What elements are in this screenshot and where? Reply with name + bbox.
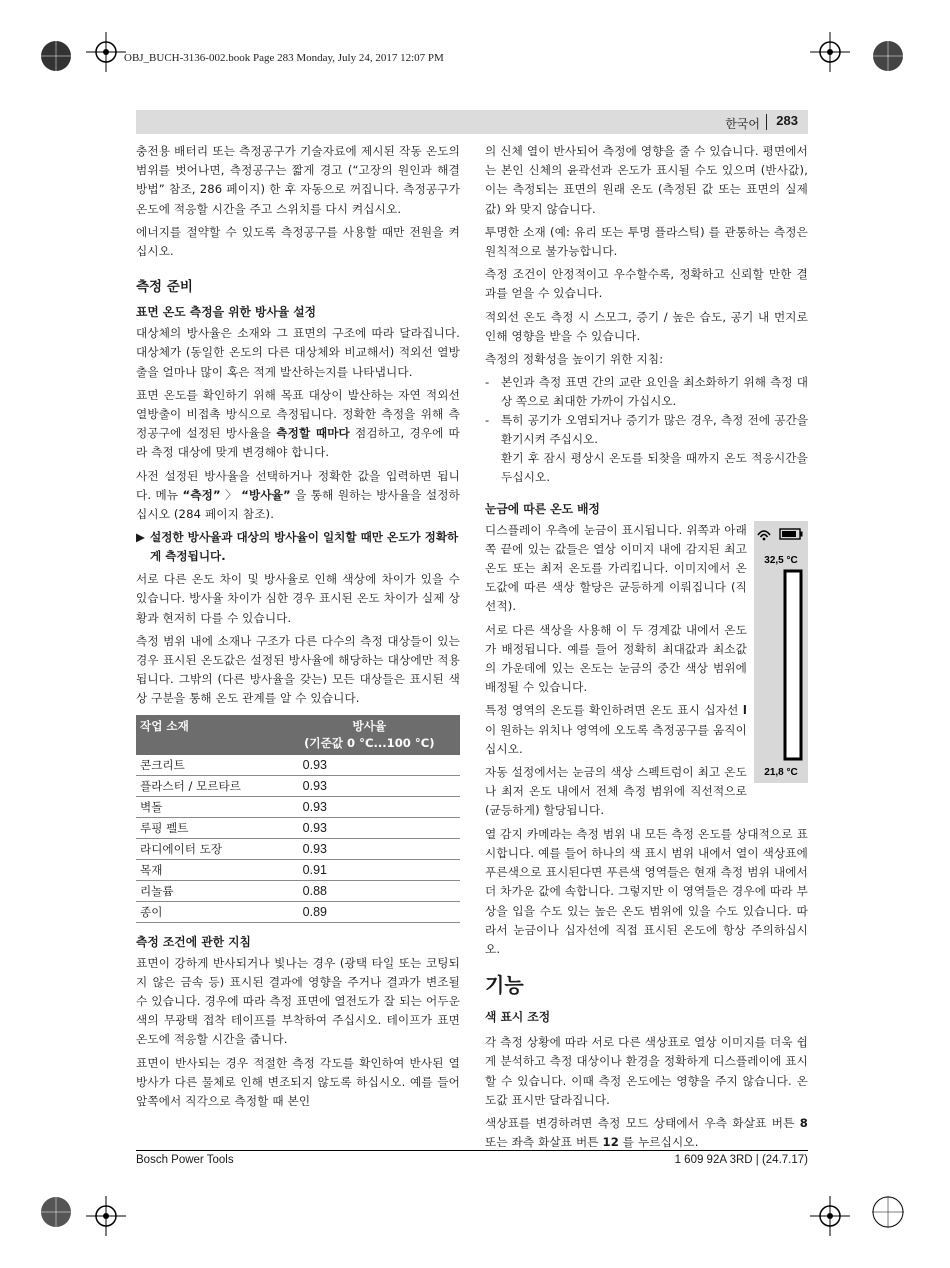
- color-target-icon: [872, 40, 904, 72]
- paragraph: 환기 후 잠시 평상시 온도를 되찾을 때까지 온도 적응시간을 두십시오.: [501, 451, 808, 485]
- paragraph: 자동 설정에서는 눈금의 색상 스펙트럼이 최고 온도나 최저 온도 내에서 전체 측정 범위에 직선적으로 (균등하게) 할당됩니다.: [485, 765, 747, 818]
- list-item-text: 본인과 측정 표면 간의 교란 요인을 최소화하기 위해 측정 대상 쪽으로 최대한 가까이 가십시오.: [501, 375, 808, 409]
- paragraph: 측정의 정확성을 높이기 위한 지침:: [485, 352, 664, 367]
- value-cell: 0.93: [279, 838, 460, 859]
- menu-separator: 〉: [220, 487, 242, 502]
- material-cell: 벽돌: [136, 796, 279, 817]
- battery-icon: [780, 529, 803, 539]
- subsection-heading: 표면 온도 측정을 위한 방사율 설정: [136, 305, 317, 320]
- paragraph: 표면이 반사되는 경우 적절한 측정 각도를 확인하여 반사된 열 방사가 다른 물체로 인해 변조되지 않도록 하십시오. 예를 들어 앞쪽에서 직각으로 측정할 때 본인: [136, 1055, 460, 1109]
- table-row: [136, 755, 460, 776]
- table-header-emissivity: [279, 715, 460, 755]
- paragraph: 에너지를 절약할 수 있도록 측정공구를 사용할 때만 전원을 켜십시오.: [136, 224, 460, 259]
- bold-text: 측정할 때마다: [276, 426, 350, 441]
- text-run: 표면 온도를 확인하기 위해 목표 대상이 발산하는 자연 적외선 열방출이 비접촉 방식으로 측정됩니다. 정확한 측정을 위해 측정공구에 설정된 방사율을: [136, 387, 460, 441]
- paragraph: [136, 386, 460, 463]
- menu-item-text: “측정”: [182, 487, 221, 502]
- bold-text: 8: [799, 1115, 808, 1130]
- table-row: [136, 859, 460, 880]
- footer-doc-id: 1 609 92A 3RD | (24.7.17): [674, 1154, 808, 1166]
- list-item-text: 특히 공기가 오염되거나 증기가 많은 경우, 측정 전에 공간을 환기시켜 주십시오.: [501, 413, 808, 447]
- paragraph: 서로 다른 색상을 사용해 이 두 경계값 내에서 온도가 배정됩니다. 예를 들어 정확히 최대값과 최소값의 가운데에 있는 온도는 눈금의 중간 색상 범위에 배정될 수 있습니다.: [485, 622, 747, 695]
- table-row: [136, 880, 460, 901]
- material-cell: 라디에이터 도장: [136, 838, 279, 859]
- print-header: OBJ_BUCH-3136-002.book Page 283 Monday, July 24, 2017 12:07 PM: [124, 52, 444, 64]
- subsection-heading: 색 표시 조정: [485, 1010, 551, 1025]
- value-cell: 0.93: [279, 755, 460, 776]
- dash-marker: -: [485, 413, 490, 428]
- color-scale-bar: [785, 571, 801, 759]
- value-cell: 0.93: [279, 796, 460, 817]
- value-cell: 0.93: [279, 775, 460, 796]
- page-header-bar: [136, 110, 808, 134]
- registration-mark-icon: [810, 1196, 850, 1236]
- material-cell: 리놀륨: [136, 880, 279, 901]
- subsection-heading: 눈금에 따른 온도 배정: [485, 501, 600, 516]
- table-row: [136, 775, 460, 796]
- header-line: 방사율: [352, 718, 387, 733]
- registration-mark-icon: [810, 32, 850, 72]
- value-cell: 0.91: [279, 859, 460, 880]
- text-run: 색상표를 변경하려면 측정 모드 상태에서 우측 화살표 버튼: [485, 1115, 800, 1130]
- wifi-icon: [758, 531, 770, 540]
- table-row: [136, 796, 460, 817]
- registration-mark-icon: [86, 1196, 126, 1236]
- material-cell: 종이: [136, 901, 279, 922]
- table-row: [136, 817, 460, 838]
- color-target-icon: [40, 1196, 72, 1228]
- paragraph: 적외선 온도 측정 시 스모그, 증기 / 높은 습도, 공기 내 먼지로 인해 영향을 받을 수 있습니다.: [485, 309, 808, 343]
- scale-text-block: [485, 521, 747, 821]
- color-target-icon: [40, 40, 72, 72]
- footer-brand: Bosch Power Tools: [136, 1154, 234, 1166]
- paragraph: 투명한 소재 (예: 유리 또는 투명 플라스틱) 를 관통하는 측정은 원칙적으로 불가능합니다.: [485, 224, 808, 259]
- subsection-heading: 측정 조건에 관한 지침: [136, 934, 251, 949]
- menu-item-text: “방사율”: [241, 487, 291, 502]
- value-cell: 0.89: [279, 901, 460, 922]
- paragraph: 측정 조건이 안정적이고 우수할수록, 정확하고 신뢰할 만한 결과를 얻을 수 있습니다.: [485, 267, 808, 301]
- left-column: [136, 142, 460, 1115]
- header-divider: [766, 114, 767, 130]
- paragraph: 대상체의 방사율은 소재와 그 표면의 구조에 따라 달라집니다. 대상체가 (동일한 온도의 다른 대상체와 비교해서) 적외선 열방출을 얼마나 많이 혹은 적게 발산하는지를 나타냅니다.: [136, 326, 460, 379]
- table-header-row: [136, 715, 460, 755]
- table-row: [136, 838, 460, 859]
- note-item: [136, 528, 460, 566]
- paragraph: [136, 467, 460, 525]
- scale-top-temp: 32,5 °C: [764, 554, 798, 566]
- registration-mark-icon: [86, 32, 126, 72]
- emissivity-table: [136, 715, 460, 923]
- page-number: 283: [776, 113, 798, 128]
- material-cell: 플라스터 / 모르타르: [136, 775, 279, 796]
- footer-divider: [136, 1150, 808, 1151]
- text-run: 사전 설정된 방사율을 선택하거나 정확한 값을 입력하면 됩니다. 메뉴: [136, 468, 460, 502]
- paragraph: [485, 1114, 808, 1152]
- paragraph: 열 감지 카메라는 측정 범위 내 모든 측정 온도를 상대적으로 표시합니다. 예를 들어 하나의 색 표시 범위 내에서 열이 색상표에 푸른색으로 표시된다면 푸른색 영역들은 현재 측정 범위 내에서 더 차가운 값에 속합니다. 그렇지만 이 영역들은 경우에 따라 부상을 입을 수도 있는 높은 온도 범위에 있을 수도 있습니다. 따라서 눈금이나 십자선에 직접 표시된 온도에 항상 주의하십시오.: [485, 826, 808, 956]
- display-scale-graphic: [754, 521, 808, 783]
- text-run: 이 원하는 위치나 영역에 오도록 측정공구를 움직이십시오.: [485, 722, 747, 756]
- bold-text: l: [742, 703, 747, 718]
- table-row: [136, 901, 460, 922]
- color-target-icon: [872, 1196, 904, 1228]
- paragraph: 디스플레이 우측에 눈금이 표시됩니다. 위쪽과 아래쪽 끝에 있는 값들은 열상 이미지 내에 감지된 최고 온도 또는 최저 온도를 가리킵니다. 이미지에서 온도값에 따른 색상 할당은 균등하게 이뤄집니다 (직선적).: [485, 522, 747, 614]
- right-column: [485, 142, 808, 1156]
- paragraph: 의 신체 열이 반사되어 측정에 영향을 줄 수 있습니다. 평면에서는 본인 신체의 윤곽선과 온도가 표시될 수도 있으며 (반사값), 이는 측정되는 표면의 원래 온도 (측정된 값 또는 표면의 실제값) 와 맞지 않습니다.: [485, 144, 808, 216]
- text-run: 을 통해 원하는 방사율을 설정하십시오 (284 페이지 참조).: [136, 487, 460, 522]
- material-cell: 콘크리트: [136, 755, 279, 776]
- paragraph: 각 측정 상황에 따라 서로 다른 색상표로 열상 이미지를 더욱 쉽게 분석하고 측정 대상이나 환경을 정확하게 디스플레이에 표시할 수 있습니다. 이때 측정 온도에는 영향을 주지 않습니다. 온도값 표시만 달라집니다.: [485, 1035, 808, 1107]
- note-text: 설정한 방사율과 대상의 방사율이 일치할 때만 온도가 정확하게 측정됩니다.: [150, 530, 459, 564]
- text-run: 를 누르십시오.: [618, 1135, 699, 1150]
- text-run: 점검하고, 경우에 따라 측정 대상에 맞게 변경해야 합니다.: [136, 426, 460, 460]
- paragraph: [485, 701, 747, 759]
- list-item: [485, 373, 808, 411]
- list-item: [485, 411, 808, 449]
- scale-section: [485, 521, 808, 821]
- dash-marker: -: [485, 375, 490, 390]
- value-cell: 0.93: [279, 817, 460, 838]
- chapter-heading: 기능: [485, 973, 524, 998]
- material-cell: 목재: [136, 859, 279, 880]
- bold-text: 12: [602, 1135, 619, 1150]
- scale-bottom-temp: 21,8 °C: [764, 766, 798, 778]
- paragraph: 측정 범위 내에 소재나 구조가 다른 다수의 측정 대상들이 있는 경우 표시된 온도값은 설정된 방사율에 해당하는 대상에만 적용됩니다. 그밖의 (다른 방사율을 갖는) 모든 대상들은 표시된 색상 구분을 통해 온도 관계를 알 수 있습니다.: [136, 633, 460, 706]
- table-header-material: 작업 소재: [136, 715, 279, 755]
- paragraph: 표면이 강하게 반사되거나 빛나는 경우 (광택 타일 또는 코팅되지 않은 금속 등) 표시된 결과에 영향을 주거나 결과가 변조될 수 있습니다. 경우에 따라 측정 표면에 열전도가 잘 되는 어두운 색의 무광택 접착 테이프를 부착하여 주십시오. 테이프가 표면 온도에 적응할 시간을 줍니다.: [136, 955, 460, 1047]
- value-cell: 0.88: [279, 880, 460, 901]
- text-run: 특정 영역의 온도를 확인하려면 온도 표시 십자선: [485, 703, 743, 718]
- paragraph: 충전용 배터리 또는 측정공구가 기술자료에 제시된 작동 온도의 범위를 벗어나면, 측정공구는 짧게 경고 (“고장의 원인과 해결 방법” 참조, 286 페이지) 한 후 자동으로 꺼집니다. 측정공구가 온도에 적응할 시간을 주고 스위치를 다시 켜십시오.: [136, 144, 460, 216]
- arrow-icon: ▶: [136, 530, 145, 545]
- display-illustration: [754, 521, 808, 783]
- header-language: 한국어: [725, 117, 760, 131]
- section-heading: 측정 준비: [136, 279, 193, 296]
- header-line: (기준값 0 °C...100 °C): [304, 735, 435, 750]
- paragraph: 서로 다른 온도 차이 및 방사율로 인해 색상에 차이가 있을 수 있습니다. 방사율 차이가 심한 경우 표시된 온도 차이가 실제 상황과 현저히 다를 수 있습니다.: [136, 572, 460, 625]
- text-run: 또는 좌측 화살표 버튼: [485, 1135, 603, 1150]
- material-cell: 루핑 펠트: [136, 817, 279, 838]
